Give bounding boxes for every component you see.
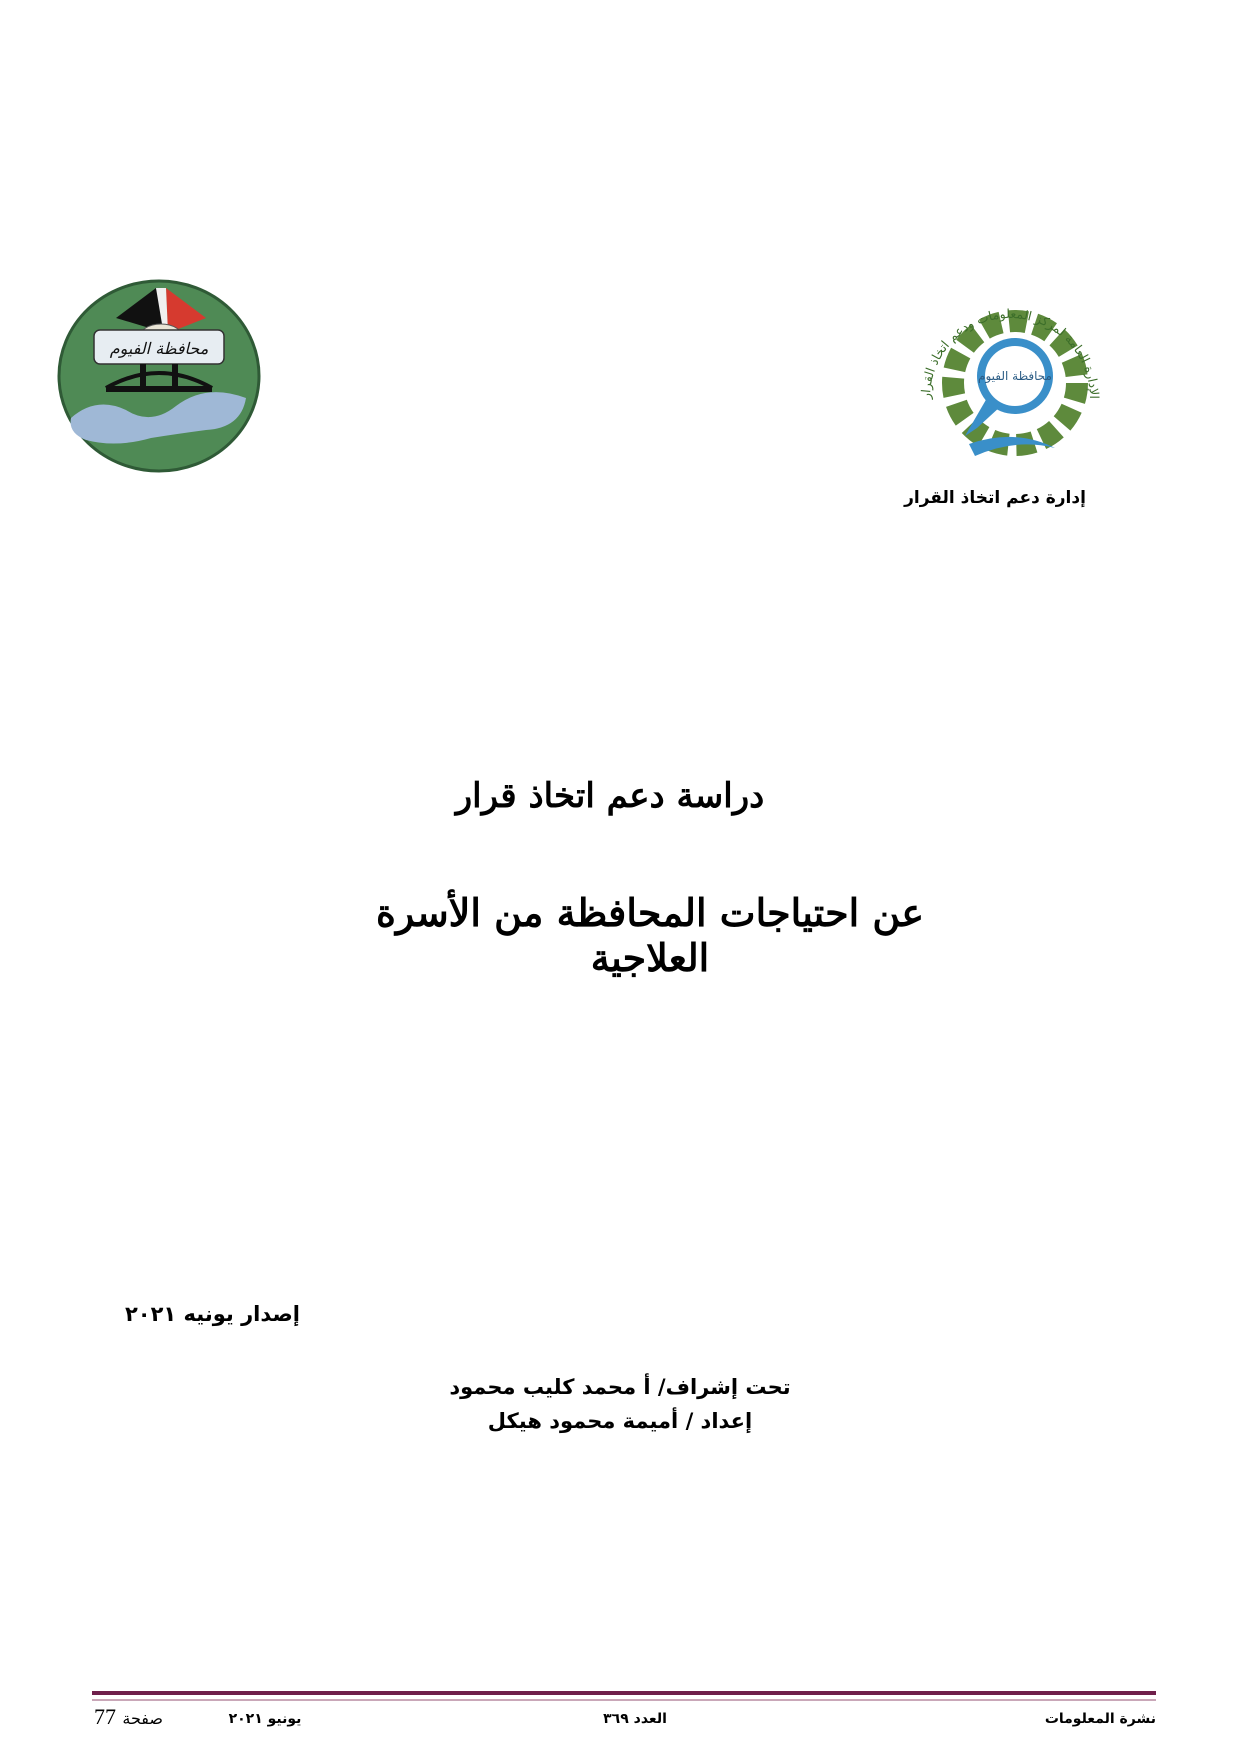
footer-divider-thin — [92, 1699, 1156, 1701]
footer-issue-number: العدد ٣٦٩ — [603, 1711, 667, 1727]
document-title-line-2: عن احتياجات المحافظة من الأسرة العلاجية — [375, 890, 925, 980]
left-logo-text: محافظة الفيوم — [109, 339, 209, 358]
supervision-line: تحت إشراف/ أ محمد كليب محمود — [449, 1375, 791, 1399]
document-title-line-1: دراسة دعم اتخاذ قرار — [455, 776, 765, 816]
logo-caption: إدارة دعم اتخاذ القرار — [904, 488, 1086, 508]
fayoum-governorate-logo — [56, 278, 262, 474]
credits-block — [380, 1370, 860, 1438]
right-logo-center-text: محافظة الفيوم — [978, 369, 1052, 383]
footer-divider — [92, 1691, 1156, 1695]
prepared-by-line: إعداد / أميمة محمود هيكل — [487, 1409, 753, 1433]
footer-page-number — [94, 1704, 194, 1730]
page-label: صفحة — [122, 1709, 163, 1728]
right-logo-ring-text: الإدارة العامة لمركز المعلومات ودعم اتخاذ القرار — [917, 305, 1103, 400]
information-center-logo — [905, 278, 1115, 478]
footer-publication-name: نشرة المعلومات — [1044, 1711, 1156, 1727]
footer-date: يونيو ٢٠٢١ — [228, 1711, 302, 1727]
issue-date-label: إصدار يونيه ٢٠٢١ — [124, 1302, 300, 1326]
page-number: 77 — [94, 1704, 116, 1729]
